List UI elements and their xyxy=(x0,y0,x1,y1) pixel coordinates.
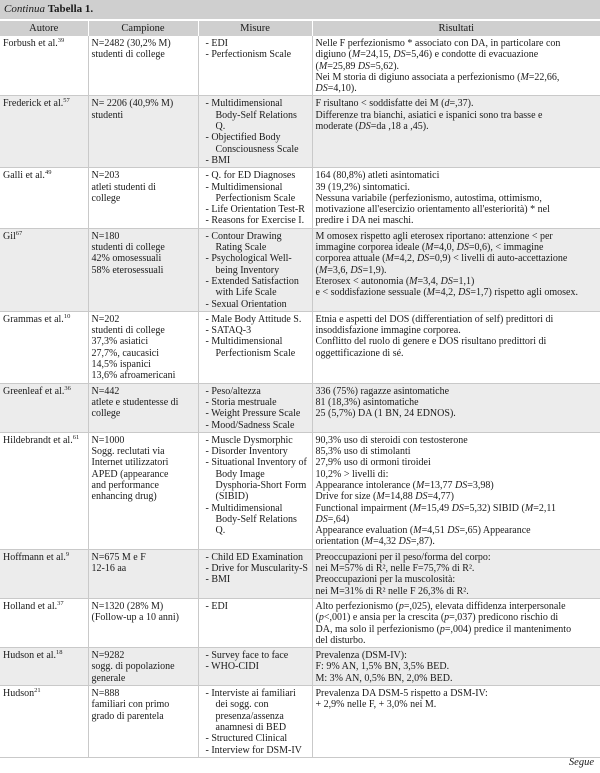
header-risultati: Risultati xyxy=(312,21,600,36)
sample-line: studenti di college xyxy=(91,242,165,254)
table-row xyxy=(0,549,600,598)
table-row xyxy=(0,168,600,228)
measure-item: - Multidimensional Perfectionism Scale xyxy=(202,182,309,205)
result-line: Prevalenza (DSM-IV): xyxy=(315,650,407,662)
results-cell xyxy=(312,598,600,647)
table-row xyxy=(0,383,600,432)
result-line: 10,2% > livelli di: xyxy=(315,468,389,480)
result-line: M omosex rispetto agli eterosex riportano: attenzione < per xyxy=(315,230,553,242)
sample-line: N=675 M e F xyxy=(91,551,146,563)
measure-item: - Weight Pressure Scale xyxy=(202,408,309,419)
sample-line: 14,5% ispanici xyxy=(91,359,151,371)
table-row xyxy=(0,432,600,549)
sample-cell xyxy=(88,36,198,96)
sample-cell xyxy=(88,648,198,686)
result-line: motivazione all'esercizio orientamento all'esteriorità) * nel xyxy=(315,204,550,216)
result-line: oggettificazione di sé. xyxy=(315,347,404,359)
author-cell xyxy=(0,168,88,228)
sample-cell xyxy=(88,598,198,647)
result-line: (M=25,89 DS=5,62). xyxy=(315,60,400,72)
result-line: Nei M storia di digiuno associata a perfezionismo (M=22,66, xyxy=(315,71,560,83)
result-line: 27,9% uso di ormoni tiroidei xyxy=(315,457,431,469)
result-line: digiuno (M=24,15, DS=5,46) e condotte di evacuazione xyxy=(315,49,539,61)
measures-cell xyxy=(198,549,312,598)
results-cell xyxy=(312,686,600,758)
measure-item: - Sexual Orientation xyxy=(202,299,309,310)
author-name: Grammas et al. xyxy=(3,313,64,325)
continued-label: Segue xyxy=(568,757,594,768)
sample-line: N=180 xyxy=(91,230,120,242)
result-line: 90,3% uso di steroidi con testosterone xyxy=(315,434,468,446)
measure-item: - Objectified Body Consciousness Scale xyxy=(202,132,309,155)
result-line: Functional impairment (M=15,49 DS=5,32) SIBID (M=2,11 xyxy=(315,502,556,514)
sample-line: college xyxy=(91,408,121,420)
reference-number: 61 xyxy=(72,433,80,441)
sample-cell xyxy=(88,549,198,598)
reference-number: 21 xyxy=(34,687,41,695)
author-cell xyxy=(0,432,88,549)
result-line: nei M=31% di R² nelle F 26,3% di R². xyxy=(315,585,469,597)
result-line: Alto perfezionismo (p=,025), elevata diffidenza interpersonale xyxy=(315,600,566,612)
measure-item: - Perfectionism Scale xyxy=(202,49,309,60)
table-row xyxy=(0,686,600,758)
measure-item: - EDI xyxy=(202,38,309,49)
result-line: corporea attuale (M=4,2, DS=0,9) < livelli di auto-accettazione xyxy=(315,253,568,265)
results-cell xyxy=(312,648,600,686)
result-line: F: 9% AN, 1,5% BN, 3,5% BED. xyxy=(315,661,450,673)
author-cell xyxy=(0,311,88,383)
sample-line: N=9282 xyxy=(91,650,125,662)
table-caption xyxy=(0,0,600,19)
table-row xyxy=(0,96,600,168)
measure-item: - Q. for ED Diagnoses xyxy=(202,170,309,181)
sample-line: APED (appearance xyxy=(91,468,169,480)
measure-item: - Multidimensional Perfectionism Scale xyxy=(202,336,309,359)
author-cell xyxy=(0,96,88,168)
author-cell xyxy=(0,598,88,647)
measures-cell xyxy=(198,383,312,432)
reference-number: 9 xyxy=(65,550,70,558)
result-line: M: 3% AN, 0,5% BN, 2,0% BED. xyxy=(315,672,453,684)
result-line: Eterosex < autonomia (M=3,4, DS=1,1) xyxy=(315,275,475,287)
measure-item: - Structured Clinical xyxy=(202,733,309,744)
sample-line: N=1320 (28% M) xyxy=(91,600,164,612)
sample-line: Internet utilizzatori xyxy=(91,457,169,469)
author-cell xyxy=(0,686,88,758)
results-cell xyxy=(312,383,600,432)
measures-cell xyxy=(198,648,312,686)
sample-line: N=888 xyxy=(91,688,120,700)
result-line: 81 (18,3%) asintomatiche xyxy=(315,396,419,408)
result-line: Appearance intolerance (M=13,77 DS=3,98) xyxy=(315,479,494,491)
result-line: immagine corporea ideale (M=4,0, DS=0,6), < immagine xyxy=(315,242,544,254)
author-name: Galli et al. xyxy=(3,170,45,182)
measures-cell xyxy=(198,168,312,228)
result-line: DA, ma solo il perfezionismo (p=,004) predice il mantenimento xyxy=(315,623,572,635)
measure-item: - Multidimensional Body-Self Relations Q. xyxy=(202,503,309,537)
measure-item: - Male Body Attitude S. xyxy=(202,314,309,325)
result-line: Preoccupazioni per il peso/forma del corpo: xyxy=(315,551,491,563)
sample-line: generale xyxy=(91,672,126,684)
measures-cell xyxy=(198,598,312,647)
sample-line: and performance xyxy=(91,479,159,491)
measure-item: - Reasons for Exercise I. xyxy=(202,215,309,226)
author-name: Holland et al. xyxy=(3,600,58,612)
results-cell xyxy=(312,549,600,598)
sample-line: Sogg. reclutati via xyxy=(91,446,165,458)
sample-cell xyxy=(88,686,198,758)
caption-continua: Continua xyxy=(4,3,45,15)
reference-number: 49 xyxy=(44,169,52,177)
results-cell xyxy=(312,311,600,383)
measure-item: - BMI xyxy=(202,574,309,585)
sample-line: 58% eterosessuali xyxy=(91,264,164,276)
reference-number: 10 xyxy=(63,312,71,320)
measure-item: - EDI xyxy=(202,601,309,612)
measure-item: - Multidimensional Body-Self Relations Q. xyxy=(202,98,309,132)
sample-line: college xyxy=(91,192,121,204)
result-line: predire i DA nei maschi. xyxy=(315,215,414,227)
sample-line: N=202 xyxy=(91,313,120,325)
results-cell xyxy=(312,96,600,168)
result-line: e < soddisfazione sessuale (M=4,2, DS=1,7) rispetto agli omosex. xyxy=(315,287,578,299)
caption-table-label: Tabella 1. xyxy=(47,3,94,15)
author-name: Frederick et al. xyxy=(3,98,64,110)
measures-cell xyxy=(198,311,312,383)
measure-item: - Interview for DSM-IV xyxy=(202,745,309,756)
table-header-row xyxy=(0,21,600,36)
result-line: moderate (DS=da ,18 a ,45). xyxy=(315,121,429,133)
author-name: Greenleaf et al. xyxy=(3,385,65,397)
result-line: 164 (80,8%) atleti asintomatici xyxy=(315,170,440,182)
sample-cell xyxy=(88,311,198,383)
measures-cell xyxy=(198,96,312,168)
sample-cell xyxy=(88,96,198,168)
measures-cell xyxy=(198,686,312,758)
results-cell xyxy=(312,168,600,228)
sample-cell xyxy=(88,168,198,228)
sample-line: 13,6% afroamericani xyxy=(91,370,176,382)
measure-item: - Survey face to face xyxy=(202,650,309,661)
sample-line: 12-16 aa xyxy=(91,563,127,575)
measure-item: - WHO-CIDI xyxy=(202,661,309,672)
results-cell xyxy=(312,36,600,96)
measure-item: - Interviste ai familiari dei sogg. con presenza/assenza anamnesi di BED xyxy=(202,688,309,733)
result-line: nei M=57% di R², nelle F=75,7% di R². xyxy=(315,563,475,575)
measures-cell xyxy=(198,432,312,549)
result-line: Etnia e aspetti del DOS (differentiation of self) predittori di xyxy=(315,313,554,325)
table-row xyxy=(0,648,600,686)
author-name: Hudson xyxy=(3,688,35,700)
author-name: Hudson et al. xyxy=(3,650,57,662)
result-line: insoddisfazione immagine corporea. xyxy=(315,325,461,337)
result-line: (p<,001) e ansia per la crescita (p=,037) predicono rischio di xyxy=(315,612,559,624)
sample-line: N= 2206 (40,9% M) xyxy=(91,98,174,110)
author-cell xyxy=(0,228,88,311)
measure-item: - Situational Inventory of Body Image Dysphoria-Short Form (SIBID) xyxy=(202,457,309,502)
sample-cell xyxy=(88,432,198,549)
measure-item: - SATAQ-3 xyxy=(202,325,309,336)
measure-item: - Child ED Examination xyxy=(202,552,309,563)
result-line: Drive for size (M=14,88 DS=4,77) xyxy=(315,491,455,503)
measure-item: - Contour Drawing Rating Scale xyxy=(202,231,309,254)
result-line: 336 (75%) ragazze asintomatiche xyxy=(315,385,450,397)
reference-number: 57 xyxy=(63,97,70,105)
sample-line: sogg. di popolazione xyxy=(91,661,175,673)
header-campione: Campione xyxy=(88,21,198,36)
result-line: Nelle F perfezionismo * associato con DA, in particolare con xyxy=(315,38,561,49)
measure-item: - Life Orientation Test-R xyxy=(202,204,309,215)
header-autore: Autore xyxy=(0,21,88,36)
measure-item: - Extended Satisfaction with Life Scale xyxy=(202,276,309,299)
reference-number: 67 xyxy=(15,229,23,237)
sample-line: studenti di college xyxy=(91,49,165,61)
sample-cell xyxy=(88,383,198,432)
sample-line: studenti di college xyxy=(91,325,165,337)
table-row xyxy=(0,598,600,647)
measure-item: - Storia mestruale xyxy=(202,397,309,408)
reference-number: 37 xyxy=(57,599,64,607)
sample-line: N=1000 xyxy=(91,434,125,446)
author-name: Hoffmann et al. xyxy=(3,551,66,563)
results-cell xyxy=(312,432,600,549)
author-cell xyxy=(0,36,88,96)
sample-line: (Follow-up a 10 anni) xyxy=(91,612,179,624)
result-line: Conflitto del ruolo di genere e DOS risultano predittori di xyxy=(315,336,547,348)
author-cell xyxy=(0,549,88,598)
sample-cell xyxy=(88,228,198,311)
reference-number: 39 xyxy=(57,37,65,44)
measures-cell xyxy=(198,228,312,311)
measure-item: - Drive for Muscularity-S xyxy=(202,563,309,574)
result-line: 25 (5,7%) DA (1 BN, 24 EDNOS). xyxy=(315,408,456,420)
author-name: Gil xyxy=(3,230,16,242)
author-name: Hildebrandt et al. xyxy=(3,434,73,446)
measure-item: - Disorder Inventory xyxy=(202,446,309,457)
sample-line: 27,7%, caucasici xyxy=(91,347,159,359)
measure-item: - Muscle Dysmorphic xyxy=(202,435,309,446)
result-line: Differenze tra bianchi, asiatici e ispanici sono tra basse e xyxy=(315,109,543,121)
measure-item: - Psychological Well-being Inventory xyxy=(202,253,309,276)
result-line: F risultano < soddisfatte dei M (d=,37). xyxy=(315,98,474,110)
result-line: del disturbo. xyxy=(315,634,366,646)
results-cell xyxy=(312,228,600,311)
sample-line: N=2482 (30,2% M) xyxy=(91,38,171,49)
header-misure: Misure xyxy=(198,21,312,36)
results-table xyxy=(0,21,600,758)
sample-line: familiari con primo xyxy=(91,699,170,711)
result-line: (M=3,6, DS=1,9). xyxy=(315,264,387,276)
result-line: DS=4,10). xyxy=(315,83,357,95)
result-line: Prevalenza DA DSM-5 rispetto a DSM-IV: xyxy=(315,688,488,700)
measures-cell xyxy=(198,36,312,96)
measure-item: - Peso/altezza xyxy=(202,386,309,397)
result-line: Nessuna variabile (perfezionismo, autostima, ottimismo, xyxy=(315,192,542,204)
author-name: Forbush et al. xyxy=(3,38,58,49)
table-row xyxy=(0,311,600,383)
result-line: Appearance evaluation (M=4,51 DS=,65) Appearance xyxy=(315,525,531,537)
sample-line: 37,3% asiatici xyxy=(91,336,149,348)
result-line: 85,3% uso di stimolanti xyxy=(315,446,411,458)
result-line: Preoccupazioni per la muscolosità: xyxy=(315,574,456,586)
reference-number: 36 xyxy=(64,384,71,392)
author-cell xyxy=(0,648,88,686)
sample-line: atlete e studentesse di xyxy=(91,396,179,408)
sample-line: grado di parentela xyxy=(91,710,164,722)
table-row xyxy=(0,228,600,311)
author-cell xyxy=(0,383,88,432)
sample-line: studenti xyxy=(91,109,124,121)
result-line: + 2,9% nelle F, + 3,0% nei M. xyxy=(315,699,437,711)
sample-line: N=203 xyxy=(91,170,120,182)
result-line: DS=,64) xyxy=(315,513,350,525)
result-line: orientation (M=4,32 DS=,87). xyxy=(315,536,435,548)
reference-number: 18 xyxy=(56,649,63,657)
result-line: 39 (19,2%) sintomatici. xyxy=(315,181,410,193)
table-row xyxy=(0,36,600,96)
sample-line: atleti studenti di xyxy=(91,181,156,193)
sample-line: enhancing drug) xyxy=(91,491,157,503)
sample-line: 42% omosessuali xyxy=(91,253,162,265)
measure-item: - BMI xyxy=(202,155,309,166)
measure-item: - Mood/Sadness Scale xyxy=(202,420,309,431)
sample-line: N=442 xyxy=(91,385,120,397)
